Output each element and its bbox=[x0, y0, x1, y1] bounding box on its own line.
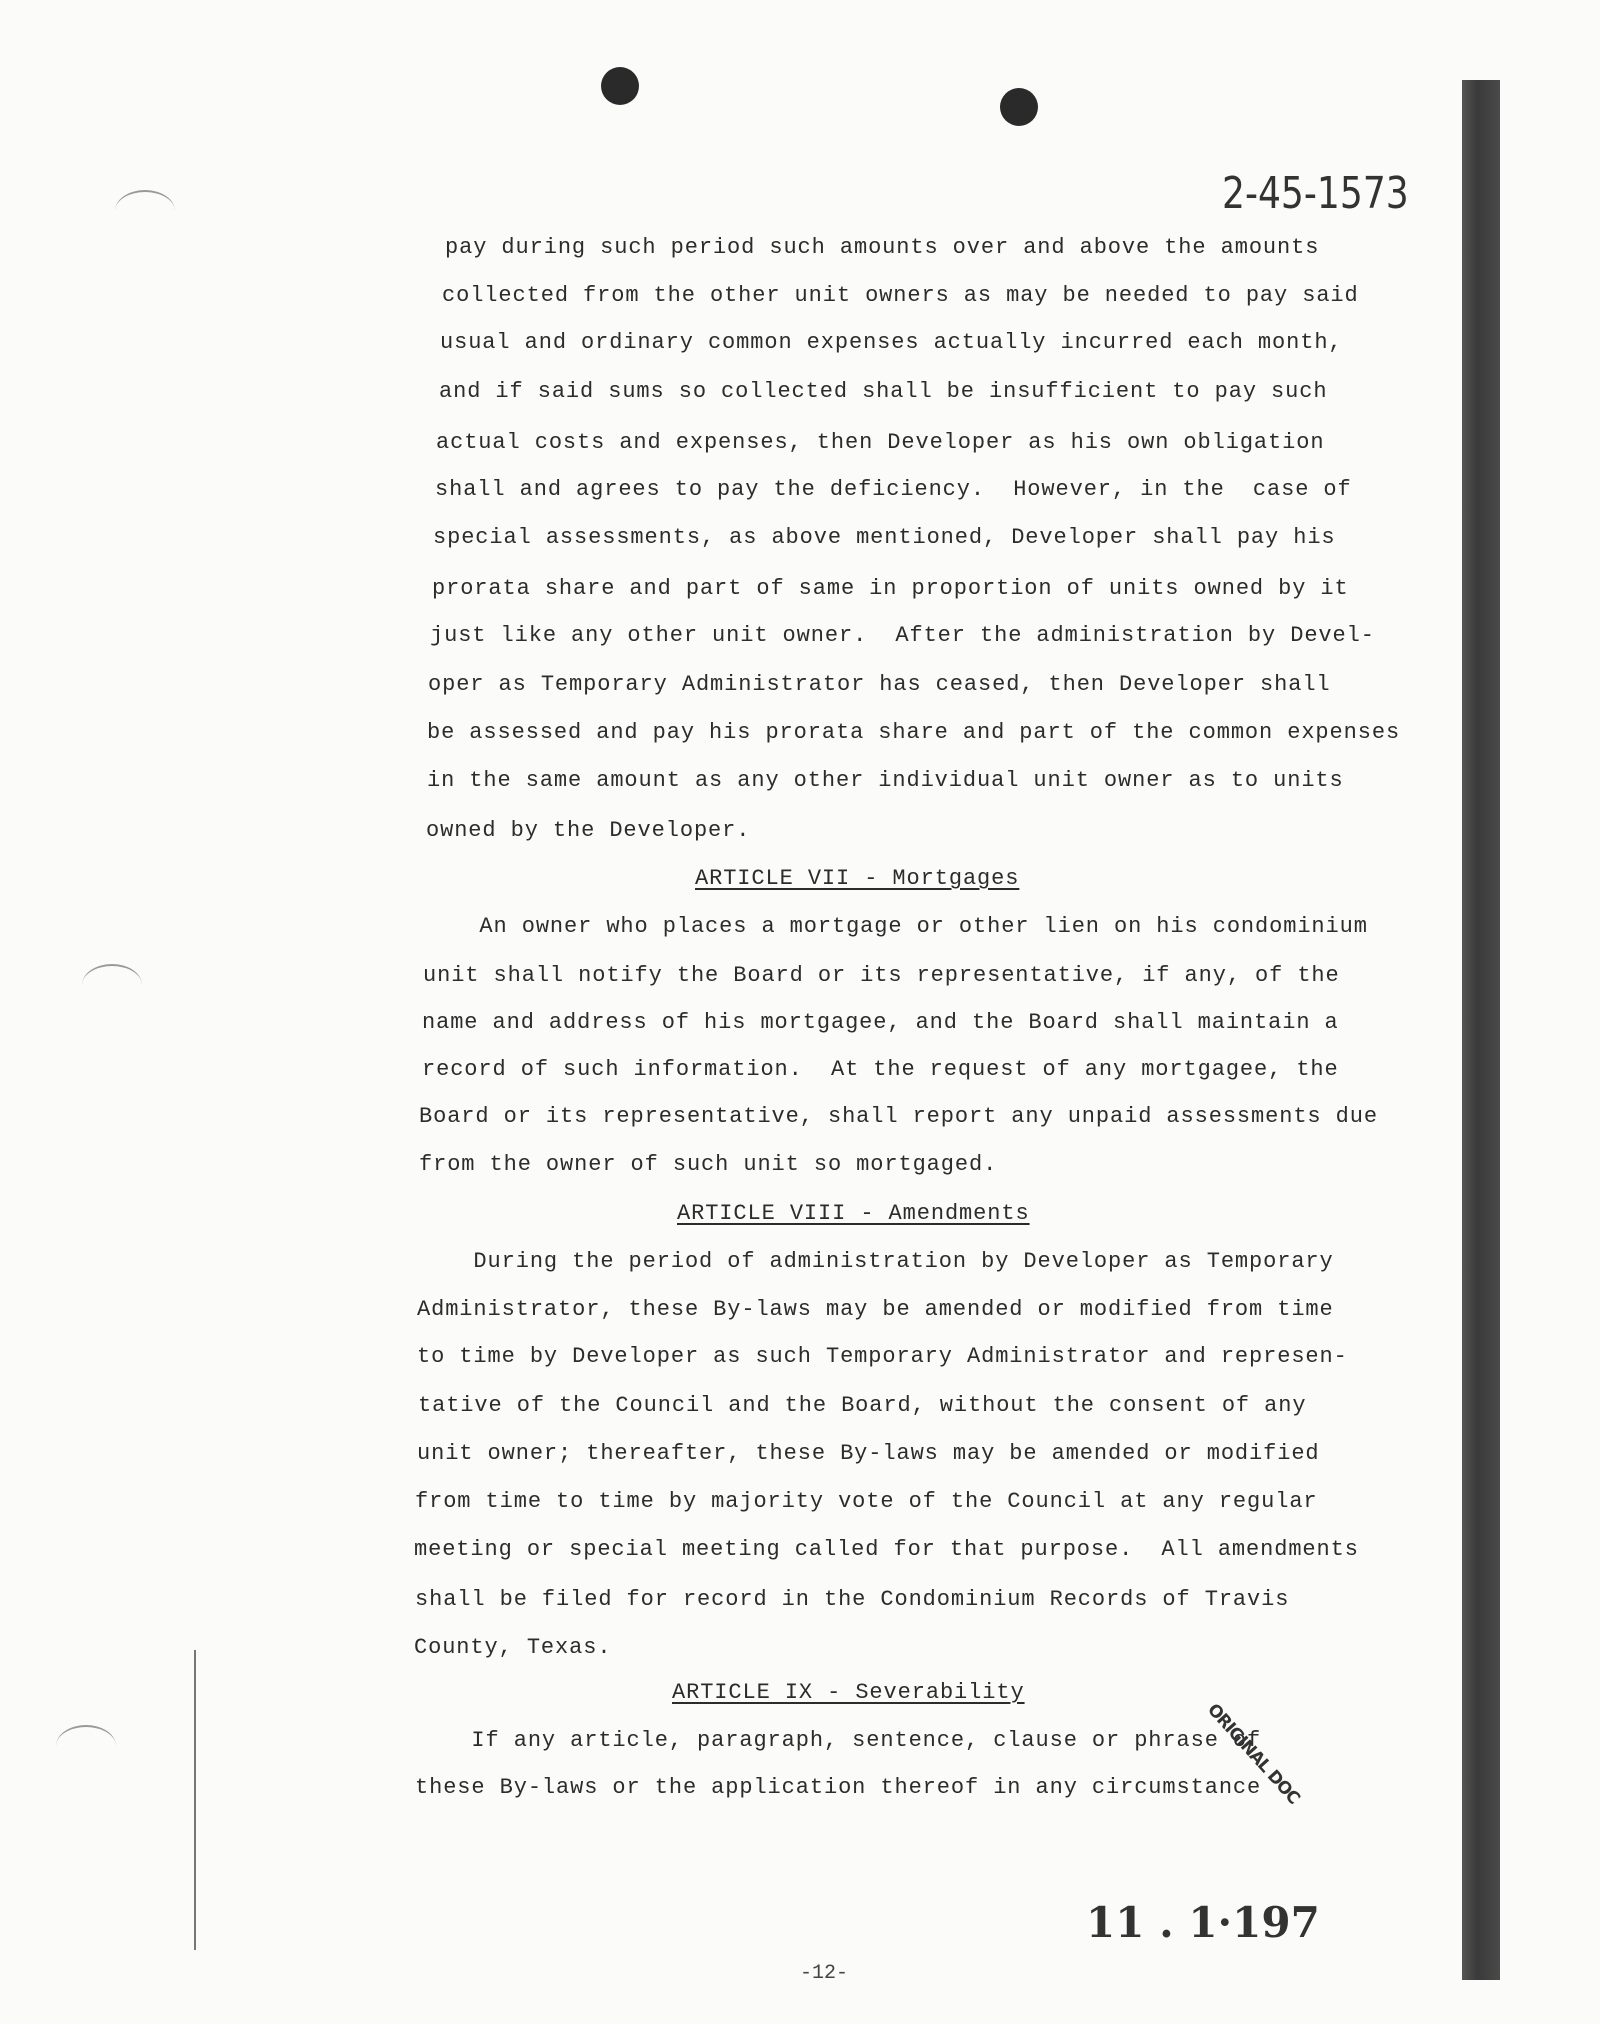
body-text-line: collected from the other unit owners as may be needed to pay said bbox=[442, 283, 1359, 308]
book-page-number: 11 . 1·197 bbox=[1086, 1898, 1320, 1947]
body-text-line: unit owner; thereafter, these By-laws may be amended or modified bbox=[417, 1441, 1320, 1466]
article-heading: ARTICLE VII - Mortgages bbox=[695, 866, 1020, 891]
body-text-line: Board or its representative, shall report any unpaid assessments due bbox=[419, 1104, 1378, 1129]
body-text-line: name and address of his mortgagee, and the Board shall maintain a bbox=[422, 1010, 1339, 1035]
document-number: 2-45-1573 bbox=[1222, 168, 1409, 219]
binder-mark bbox=[56, 1725, 116, 1767]
binder-mark bbox=[82, 964, 142, 1006]
body-text-line: shall and agrees to pay the deficiency. However, in the case of bbox=[435, 477, 1352, 502]
scan-edge-bar bbox=[1462, 80, 1500, 1980]
body-text-line: meeting or special meeting called for that purpose. All amendments bbox=[414, 1537, 1359, 1562]
body-text-line: Administrator, these By-laws may be amended or modified from time bbox=[417, 1297, 1334, 1322]
body-text-line: these By-laws or the application thereof in any circumstance bbox=[415, 1775, 1262, 1800]
body-text-line: from time to time by majority vote of the Council at any regular bbox=[415, 1489, 1318, 1514]
body-text-line: An owner who places a mortgage or other lien on his condominium bbox=[423, 914, 1368, 939]
original-doc-stamp: ORIGINAL DOC bbox=[1203, 1700, 1304, 1809]
body-text-line: unit shall notify the Board or its representative, if any, of the bbox=[423, 963, 1340, 988]
body-text-line: be assessed and pay his prorata share and part of the common expenses bbox=[427, 720, 1401, 745]
body-text-line: from the owner of such unit so mortgaged. bbox=[419, 1152, 998, 1177]
body-text-line: shall be filed for record in the Condominium Records of Travis bbox=[415, 1587, 1290, 1612]
body-text-line: record of such information. At the request of any mortgagee, the bbox=[422, 1057, 1339, 1082]
punch-hole bbox=[601, 67, 639, 105]
body-text-line: in the same amount as any other individual unit owner as to units bbox=[427, 768, 1344, 793]
page-number: -12- bbox=[800, 1962, 849, 1985]
body-text-line: just like any other unit owner. After the administration by Devel- bbox=[430, 623, 1375, 648]
body-text-line: special assessments, as above mentioned, Developer shall pay his bbox=[433, 525, 1336, 550]
body-text-line: County, Texas. bbox=[414, 1635, 612, 1660]
body-text-line: If any article, paragraph, sentence, clause or phrase of bbox=[415, 1728, 1262, 1753]
article-heading: ARTICLE VIII - Amendments bbox=[677, 1201, 1030, 1226]
body-text-line: owned by the Developer. bbox=[426, 818, 751, 843]
body-text-line: oper as Temporary Administrator has ceased, then Developer shall bbox=[428, 672, 1331, 697]
body-text-line: prorata share and part of same in proportion of units owned by it bbox=[432, 576, 1349, 601]
body-text-line: During the period of administration by Developer as Temporary bbox=[417, 1249, 1334, 1274]
body-text-line: and if said sums so collected shall be insufficient to pay such bbox=[439, 379, 1328, 404]
article-heading: ARTICLE IX - Severability bbox=[672, 1680, 1025, 1705]
body-text-line: tative of the Council and the Board, without the consent of any bbox=[418, 1393, 1307, 1418]
body-text-line: actual costs and expenses, then Developer as his own obligation bbox=[436, 430, 1325, 455]
body-text-line: to time by Developer as such Temporary Administrator and represen- bbox=[417, 1344, 1348, 1369]
punch-hole bbox=[1000, 88, 1038, 126]
body-text-line: pay during such period such amounts over and above the amounts bbox=[445, 235, 1320, 260]
scan-margin-line bbox=[194, 1650, 196, 1950]
body-text-line: usual and ordinary common expenses actually incurred each month, bbox=[440, 330, 1343, 355]
binder-mark bbox=[115, 190, 175, 232]
